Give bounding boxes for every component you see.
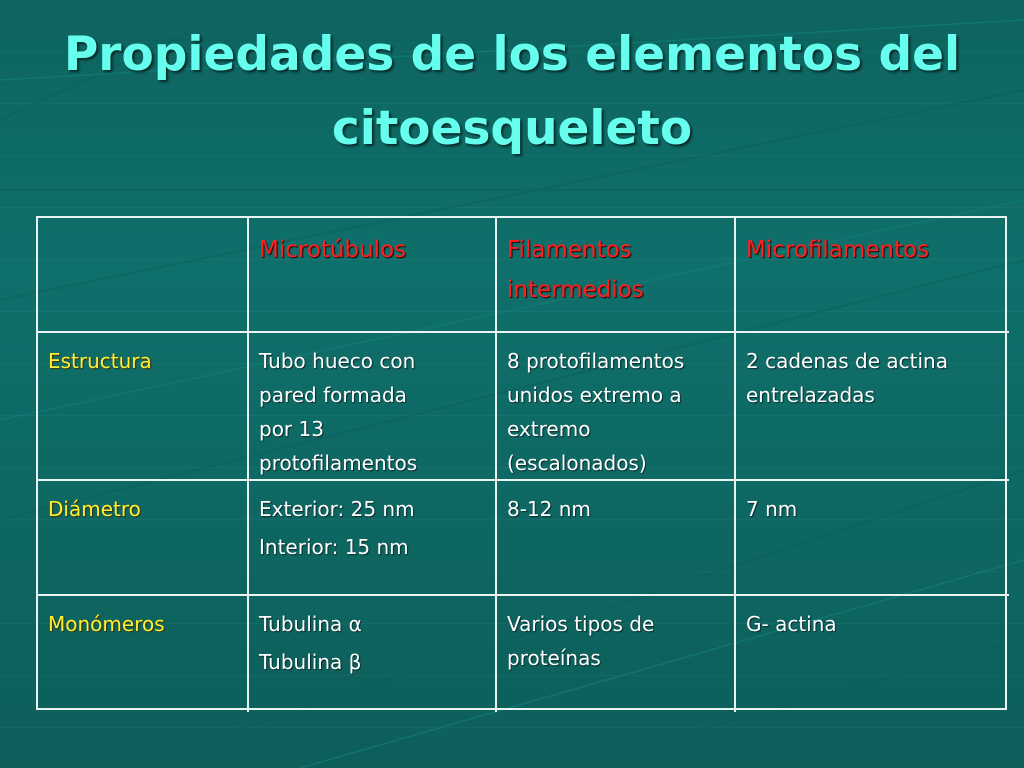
row-header-diameter: Diámetro bbox=[38, 481, 249, 596]
cell-line: protofilamentos bbox=[259, 451, 418, 475]
cell-line: Exterior: 25 nm bbox=[259, 497, 415, 521]
column-header-intermediate-filaments: Filamentos intermedios bbox=[497, 218, 736, 333]
table-cell bbox=[249, 333, 497, 481]
column-header-microtubules: Microtúbulos bbox=[249, 218, 497, 333]
cell-line: 7 nm bbox=[746, 497, 798, 521]
cell-line: entrelazadas bbox=[746, 383, 875, 407]
cell-line: Tubo hueco con bbox=[259, 349, 416, 373]
cell-line: Tubulina β bbox=[259, 650, 362, 674]
table-cell bbox=[249, 481, 497, 596]
column-header-microfilaments: Microfilamentos bbox=[736, 218, 1009, 333]
table-cell bbox=[497, 596, 736, 712]
row-header-structure: Estructura bbox=[38, 333, 249, 481]
table-cell bbox=[736, 596, 1009, 712]
cell-line: pared formada bbox=[259, 383, 407, 407]
table-cell bbox=[736, 333, 1009, 481]
table-cell bbox=[497, 481, 736, 596]
cell-line: por 13 bbox=[259, 417, 324, 441]
cell-line: Interior: 15 nm bbox=[259, 535, 409, 559]
page-title: Propiedades de los elementos del citoesqueleto bbox=[63, 27, 961, 156]
cell-line: Tubulina α bbox=[259, 612, 362, 636]
cell-line: 8-12 nm bbox=[507, 497, 591, 521]
cell-line: 2 cadenas de actina bbox=[746, 349, 948, 373]
cell-line: G- actina bbox=[746, 612, 837, 636]
table-cell bbox=[497, 333, 736, 481]
cell-line: (escalonados) bbox=[507, 451, 647, 475]
cytoskeleton-table bbox=[36, 216, 1007, 710]
cell-line: Varios tipos de bbox=[507, 612, 655, 636]
cell-line: proteínas bbox=[507, 646, 601, 670]
cell-line: unidos extremo a bbox=[507, 383, 682, 407]
table-cell bbox=[736, 481, 1009, 596]
table-corner-cell bbox=[38, 218, 249, 333]
cell-line: 8 protofilamentos bbox=[507, 349, 685, 373]
row-header-monomers: Monómeros bbox=[38, 596, 249, 712]
cell-line: extremo bbox=[507, 417, 591, 441]
table-cell bbox=[249, 596, 497, 712]
